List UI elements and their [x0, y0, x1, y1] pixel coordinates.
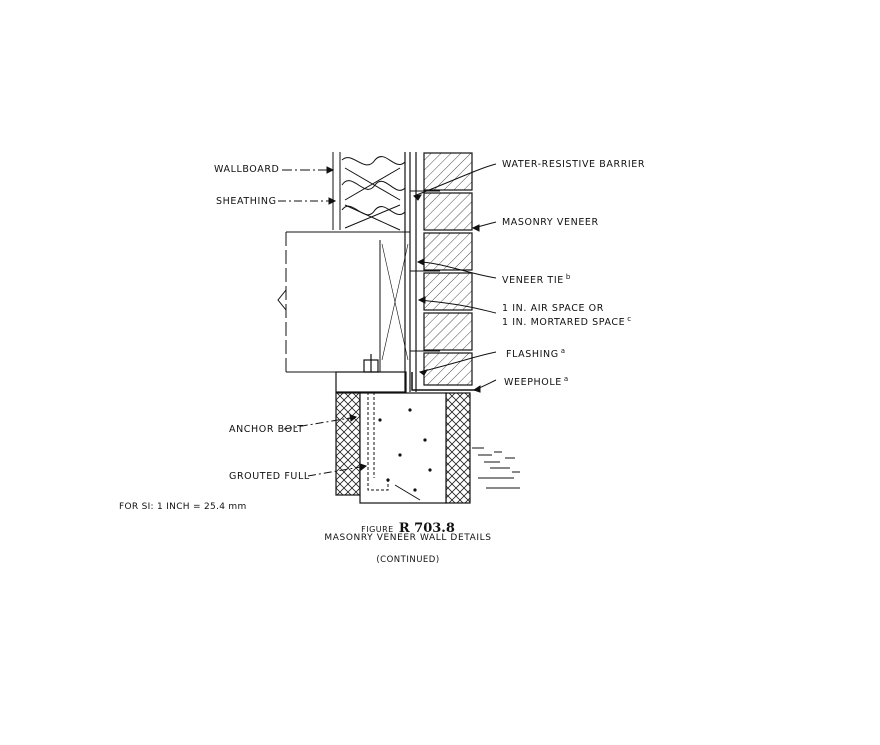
- label-flashing: [506, 346, 566, 360]
- label-air-space-line2-text: 1 IN. MORTARED SPACE: [502, 317, 626, 329]
- label-weephole: [504, 374, 569, 388]
- footnote-marker-a-flashing: a: [560, 347, 566, 355]
- footnote-si: FOR SI: 1 INCH = 25.4 mm: [119, 502, 247, 512]
- sheathing-leader: [278, 198, 335, 204]
- label-wallboard: WALLBOARD: [214, 164, 280, 175]
- footnote-marker-b: b: [565, 273, 571, 281]
- label-sheathing: SHEATHING: [216, 196, 277, 207]
- label-anchor-bolt: ANCHOR BOLT: [229, 424, 304, 435]
- label-masonry-veneer: MASONRY VENEER: [502, 217, 599, 228]
- label-air-space-line1: 1 IN. AIR SPACE OR: [502, 303, 604, 314]
- foundation-wall: [336, 393, 470, 503]
- floor-header: [278, 232, 410, 372]
- label-grouted-full: GROUTED FULL: [229, 471, 310, 482]
- footnote-marker-a-weephole: a: [563, 375, 569, 383]
- label-veneer-tie: [502, 272, 571, 286]
- wallboard-leader: [282, 167, 333, 173]
- label-veneer-tie-text: VENEER TIE: [502, 275, 564, 287]
- label-weephole-text: WEEPHOLE: [504, 377, 562, 389]
- label-water-resistive-barrier: WATER-RESISTIVE BARRIER: [502, 159, 646, 170]
- figure-prefix: FIGURE: [361, 525, 394, 534]
- sheathing-stud: [405, 152, 416, 392]
- label-air-space-line2: [502, 314, 632, 328]
- label-flashing-text: FLASHING: [506, 349, 559, 361]
- foundation-break: [472, 448, 520, 488]
- footnote-marker-c: c: [627, 315, 632, 323]
- masonry-veneer: [424, 153, 472, 385]
- insulation-batt: [333, 152, 405, 230]
- figure-number: R 703.8: [398, 521, 455, 536]
- figure-title: MASONRY VENEER WALL DETAILS: [324, 533, 492, 543]
- figure-subtitle: (CONTINUED): [376, 555, 440, 565]
- sill-plate: [336, 354, 406, 392]
